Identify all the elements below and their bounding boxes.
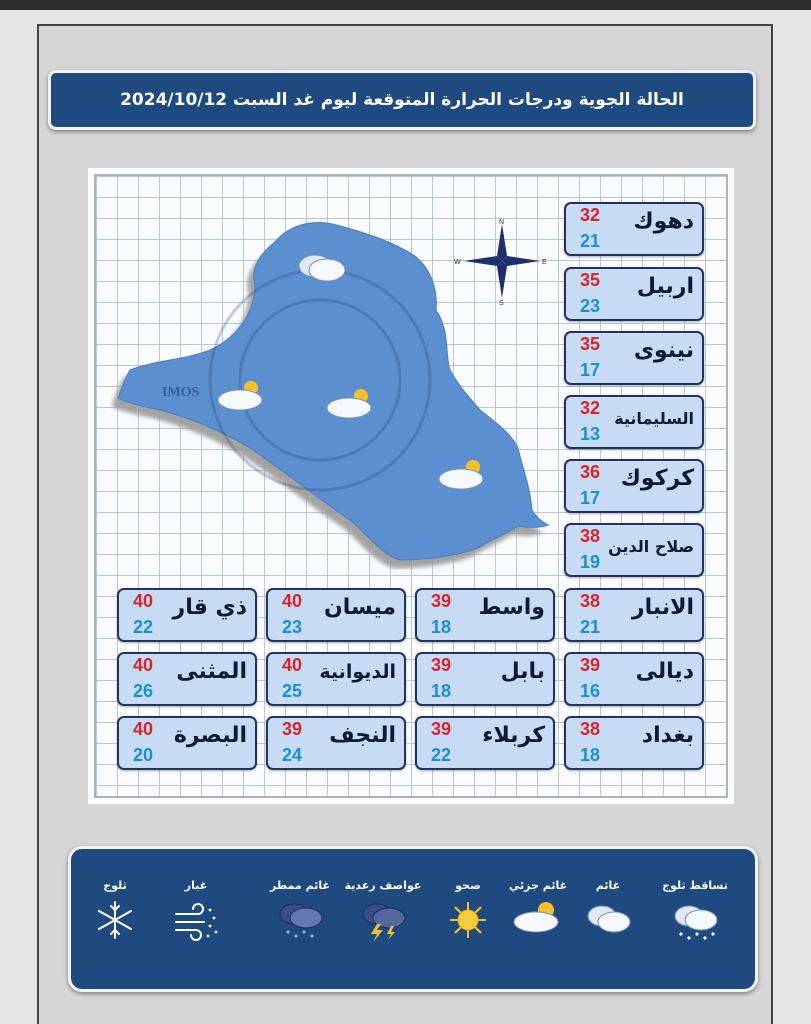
min-temp: 22 bbox=[133, 617, 154, 637]
city-card-diwaniyah bbox=[266, 652, 406, 706]
sunny-icon bbox=[440, 898, 496, 942]
compass-n: N bbox=[499, 219, 505, 226]
map-logo-text: IMOS bbox=[162, 385, 200, 400]
compass-s: S bbox=[499, 300, 504, 306]
city-name: واسط bbox=[478, 595, 545, 620]
city-card-babil bbox=[415, 652, 555, 706]
city-name: الانبار bbox=[631, 595, 694, 620]
thunderstorm-icon bbox=[355, 898, 411, 942]
city-name: اربيل bbox=[636, 274, 694, 299]
city-card-diyala bbox=[564, 652, 704, 706]
city-name: بابل bbox=[500, 659, 545, 684]
city-name: بغداد bbox=[641, 723, 694, 748]
city-card-anbar bbox=[564, 588, 704, 642]
city-card-dohuk bbox=[564, 202, 704, 256]
city-name: ديالى bbox=[635, 659, 694, 684]
max-temp: 40 bbox=[133, 655, 154, 675]
city-card-kirkuk bbox=[564, 459, 704, 513]
legend-label: ثلوج bbox=[103, 879, 127, 892]
city-card-wasit bbox=[415, 588, 555, 642]
city-card-erbil bbox=[564, 267, 704, 321]
legend-label: صحو bbox=[455, 879, 481, 892]
top-bar bbox=[0, 0, 811, 10]
max-temp: 40 bbox=[133, 719, 154, 739]
min-temp: 19 bbox=[580, 552, 601, 572]
legend-item-sunny bbox=[428, 879, 508, 942]
min-temp: 25 bbox=[282, 681, 303, 701]
city-name: نينوى bbox=[633, 338, 694, 363]
city-name: البصرة bbox=[173, 723, 247, 748]
legend-item-cloudy bbox=[568, 879, 648, 942]
legend-label: غائم ممطر bbox=[270, 879, 330, 892]
legend-label: غائم bbox=[595, 879, 621, 892]
compass-w: W bbox=[454, 259, 461, 266]
min-temp: 21 bbox=[580, 617, 601, 637]
legend-label: تساقط ثلوج bbox=[662, 879, 728, 892]
max-temp: 38 bbox=[580, 526, 601, 546]
city-name: كربلاء bbox=[482, 723, 545, 748]
rainy-icon bbox=[272, 898, 328, 942]
compass-rose-icon bbox=[454, 216, 550, 306]
max-temp: 40 bbox=[282, 591, 303, 611]
city-name: النجف bbox=[329, 723, 396, 748]
max-temp: 35 bbox=[580, 334, 601, 354]
cloudy-icon bbox=[580, 898, 636, 942]
min-temp: 13 bbox=[580, 424, 601, 444]
min-temp: 24 bbox=[282, 745, 303, 765]
min-temp: 17 bbox=[580, 488, 601, 508]
legend-item-rainy bbox=[260, 879, 340, 942]
legend-item-snow bbox=[75, 879, 155, 942]
compass-e: E bbox=[542, 259, 547, 266]
page-title: الحالة الجوية ودرجات الحرارة المتوقعة ليوم غد السبت 2024/10/12 bbox=[120, 90, 684, 110]
city-card-sulaymaniyah bbox=[564, 395, 704, 449]
min-temp: 23 bbox=[580, 296, 601, 316]
city-name: السليمانية bbox=[614, 409, 694, 428]
min-temp: 17 bbox=[580, 360, 601, 380]
max-temp: 38 bbox=[580, 719, 601, 739]
max-temp: 39 bbox=[282, 719, 303, 739]
min-temp: 20 bbox=[133, 745, 154, 765]
max-temp: 39 bbox=[431, 655, 452, 675]
city-card-karbala bbox=[415, 716, 555, 770]
city-card-nineveh bbox=[564, 331, 704, 385]
max-temp: 32 bbox=[580, 205, 601, 225]
city-card-maysan bbox=[266, 588, 406, 642]
legend-label: غائم جزئي bbox=[508, 879, 568, 892]
city-name: ميسان bbox=[323, 595, 396, 620]
partly-cloudy-icon bbox=[510, 898, 566, 942]
city-name: كركوك bbox=[620, 466, 694, 491]
city-card-salahaddin bbox=[564, 523, 704, 577]
dust-icon bbox=[168, 898, 224, 942]
legend-label: عواصف رعدية bbox=[344, 879, 422, 892]
legend-item-snowfall bbox=[655, 879, 735, 942]
title-banner bbox=[48, 70, 756, 130]
snowflake-icon bbox=[87, 898, 143, 942]
max-temp: 39 bbox=[431, 719, 452, 739]
min-temp: 18 bbox=[580, 745, 601, 765]
max-temp: 39 bbox=[580, 655, 601, 675]
legend-label: غبار bbox=[184, 879, 208, 892]
city-name: صلاح الدين bbox=[608, 537, 694, 556]
min-temp: 18 bbox=[431, 681, 452, 701]
legend-item-dust bbox=[156, 879, 236, 942]
max-temp: 40 bbox=[282, 655, 303, 675]
min-temp: 16 bbox=[580, 681, 601, 701]
max-temp: 38 bbox=[580, 591, 601, 611]
max-temp: 35 bbox=[580, 270, 601, 290]
min-temp: 18 bbox=[431, 617, 452, 637]
max-temp: 36 bbox=[580, 462, 601, 482]
city-name: الديوانية bbox=[319, 661, 396, 683]
max-temp: 39 bbox=[431, 591, 452, 611]
min-temp: 26 bbox=[133, 681, 154, 701]
city-card-najaf bbox=[266, 716, 406, 770]
legend-item-thunderstorm bbox=[343, 879, 423, 942]
min-temp: 21 bbox=[580, 231, 601, 251]
min-temp: 22 bbox=[431, 745, 452, 765]
max-temp: 40 bbox=[133, 591, 154, 611]
city-name: المثنى bbox=[176, 659, 247, 684]
city-name: دهوك bbox=[633, 209, 694, 234]
city-card-muthanna bbox=[117, 652, 257, 706]
snowfall-icon bbox=[667, 898, 723, 942]
city-card-baghdad bbox=[564, 716, 704, 770]
legend-item-partly-cloudy bbox=[498, 879, 578, 942]
weather-legend bbox=[68, 846, 758, 992]
max-temp: 32 bbox=[580, 398, 601, 418]
city-card-basra bbox=[117, 716, 257, 770]
city-card-dhiqar bbox=[117, 588, 257, 642]
city-name: ذي قار bbox=[172, 595, 247, 620]
min-temp: 23 bbox=[282, 617, 303, 637]
